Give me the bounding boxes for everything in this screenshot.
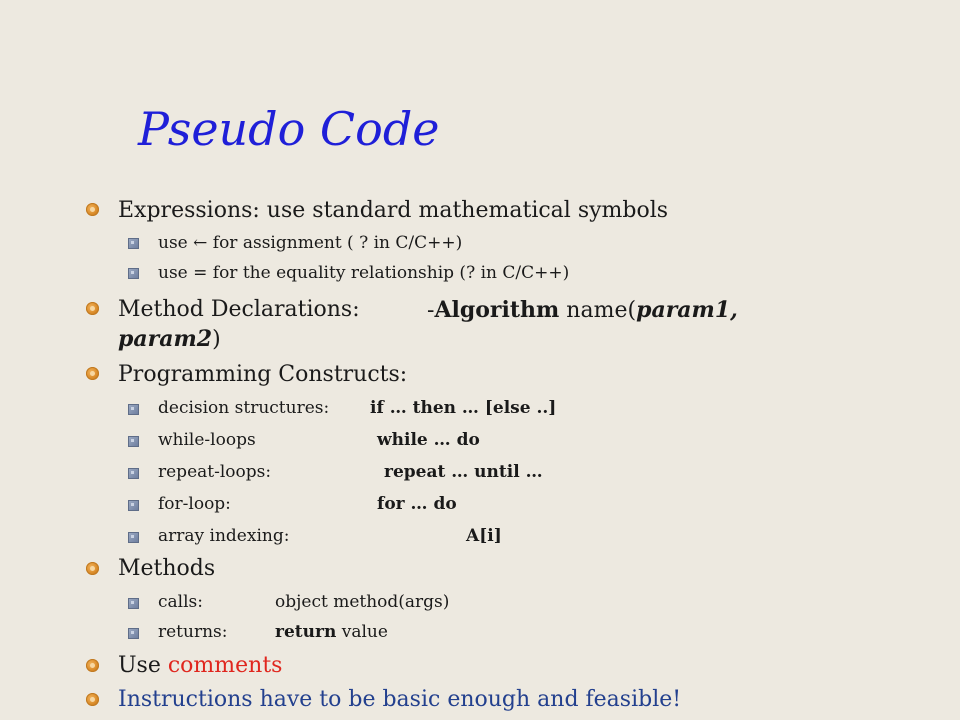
bullet-icon [86,562,99,575]
array-label: array indexing: [158,526,290,546]
sub-bullet-icon [128,598,139,609]
expressions-equality: use = for the equality relationship (? in C/C++) [158,263,570,283]
sub-bullet-icon [128,404,139,415]
sub-bullet-icon [128,532,139,543]
use-comments-prefix: Use [118,653,168,678]
while-label: while-loops [158,430,256,450]
calls-value: object method(args) [275,592,450,612]
bullet-icon [86,203,99,216]
decision-value: if … then … [else ..] [370,398,557,418]
sub-bullet-icon [128,238,139,249]
param2: param2 [118,326,213,352]
method-decl-signature [427,297,738,323]
bullet-icon [86,367,99,380]
algorithm-keyword: Algorithm [434,297,560,323]
returns-value: value [336,622,388,642]
repeat-value: repeat … until … [384,462,543,482]
method-decl-name: name( [559,298,637,323]
expressions-assign: use ← for assignment ( ? in C/C++) [158,233,463,253]
for-value: for … do [377,494,457,514]
method-declarations-line1 [118,297,360,322]
return-keyword: return [275,622,337,642]
bullet-icon [86,302,99,315]
decision-label: decision structures: [158,398,330,418]
expressions-heading: Expressions: use standard mathematical symbols [118,198,669,223]
sub-bullet-icon [128,268,139,279]
param1: param1, [636,297,738,323]
sub-bullet-icon [128,436,139,447]
constructs-heading: Programming Constructs: [118,362,408,387]
use-comments-line [118,653,282,678]
calls-label: calls: [158,592,203,612]
returns-label: returns: [158,622,228,642]
sub-bullet-icon [128,500,139,511]
array-value: A[i] [466,526,502,546]
slide-title: Pseudo Code [138,102,440,156]
repeat-label: repeat-loops: [158,462,272,482]
comments-highlight: comments [167,653,283,678]
method-declarations-line2 [118,326,221,352]
bullet-icon [86,693,99,706]
while-value: while … do [377,430,480,450]
methods-heading: Methods [118,556,216,581]
method-decl-dash: - [427,298,435,323]
instructions-line: Instructions have to be basic enough and feasible! [118,687,682,712]
sub-bullet-icon [128,628,139,639]
bullet-icon [86,659,99,672]
method-decl-label: Method Declarations: [118,297,360,322]
for-label: for-loop: [158,494,231,514]
method-decl-close: ) [212,327,221,352]
sub-bullet-icon [128,468,139,479]
returns-value-line [275,622,388,642]
